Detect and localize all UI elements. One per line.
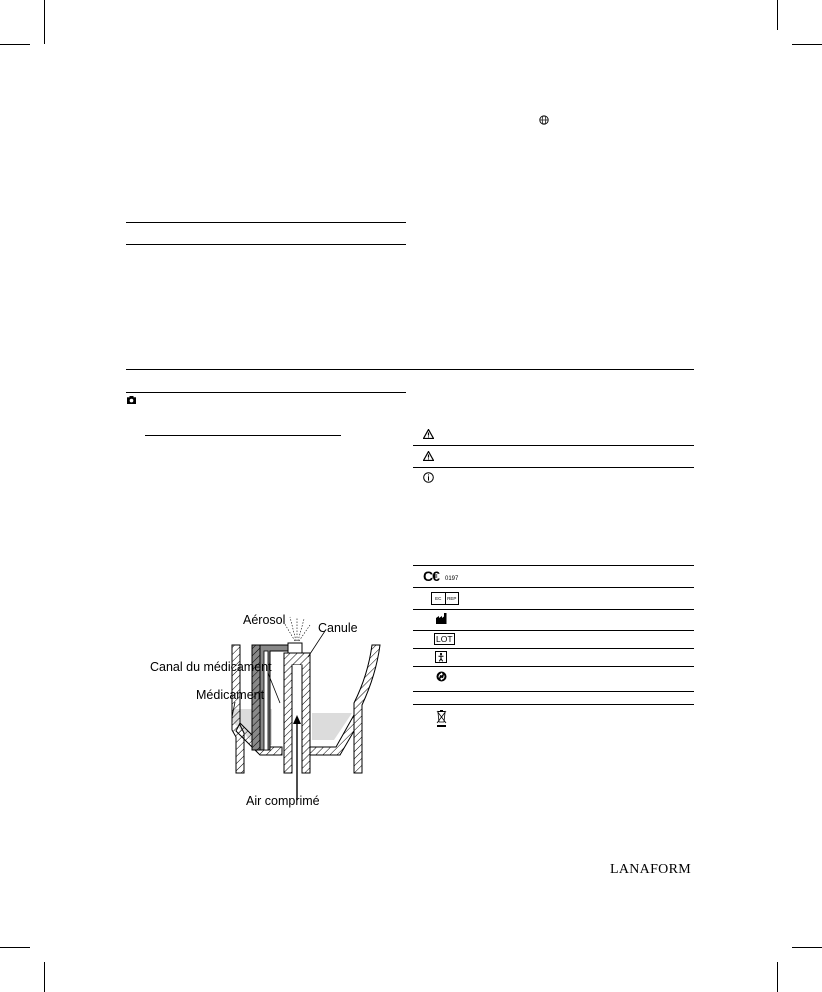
table-rule — [413, 609, 694, 610]
section-rule — [126, 244, 406, 245]
diagram-label-air: Air comprimé — [246, 794, 320, 808]
info-icon — [423, 472, 434, 483]
table-rule — [413, 630, 694, 631]
crop-mark — [44, 0, 45, 44]
manufacturer-icon — [436, 613, 447, 624]
crop-mark — [777, 0, 778, 30]
camera-icon — [127, 396, 136, 404]
crop-mark — [792, 44, 822, 45]
diagram-label-canal: Canal du médicament — [150, 660, 272, 674]
diagram-label-aerosol: Aérosol — [243, 613, 286, 627]
table-rule — [413, 648, 694, 649]
crop-mark — [0, 947, 30, 948]
crop-mark — [0, 44, 30, 45]
ce-mark-icon: C€ — [423, 568, 439, 584]
crop-mark — [792, 947, 822, 948]
table-rule — [413, 666, 694, 667]
nebulizer-diagram — [140, 605, 400, 815]
brand-logo: LANAFORM — [610, 862, 691, 877]
crop-mark — [777, 962, 778, 992]
lot-icon: LOT — [436, 634, 453, 644]
diagram-label-medicament: Médicament — [196, 688, 265, 702]
section-rule — [126, 369, 694, 370]
ec-label: EC — [432, 593, 446, 604]
globe-icon — [539, 115, 549, 125]
ec-rep-icon — [431, 592, 459, 605]
crop-mark — [44, 962, 45, 992]
section-rule — [145, 435, 341, 436]
section-rule — [126, 222, 406, 223]
table-rule — [413, 565, 694, 566]
ce-number: 0197 — [445, 576, 459, 582]
recycle-icon — [436, 671, 447, 682]
section-rule — [126, 392, 406, 393]
table-rule — [413, 691, 694, 692]
rep-label: REP — [447, 596, 457, 601]
warning-triangle-icon — [423, 429, 434, 439]
warning-triangle-icon — [423, 451, 434, 461]
diagram-label-canule: Canule — [318, 621, 358, 635]
table-rule — [413, 704, 694, 705]
table-rule — [413, 467, 694, 468]
table-rule — [413, 587, 694, 588]
type-bf-icon — [435, 651, 447, 663]
table-rule — [413, 445, 694, 446]
weee-bin-icon — [436, 710, 447, 728]
